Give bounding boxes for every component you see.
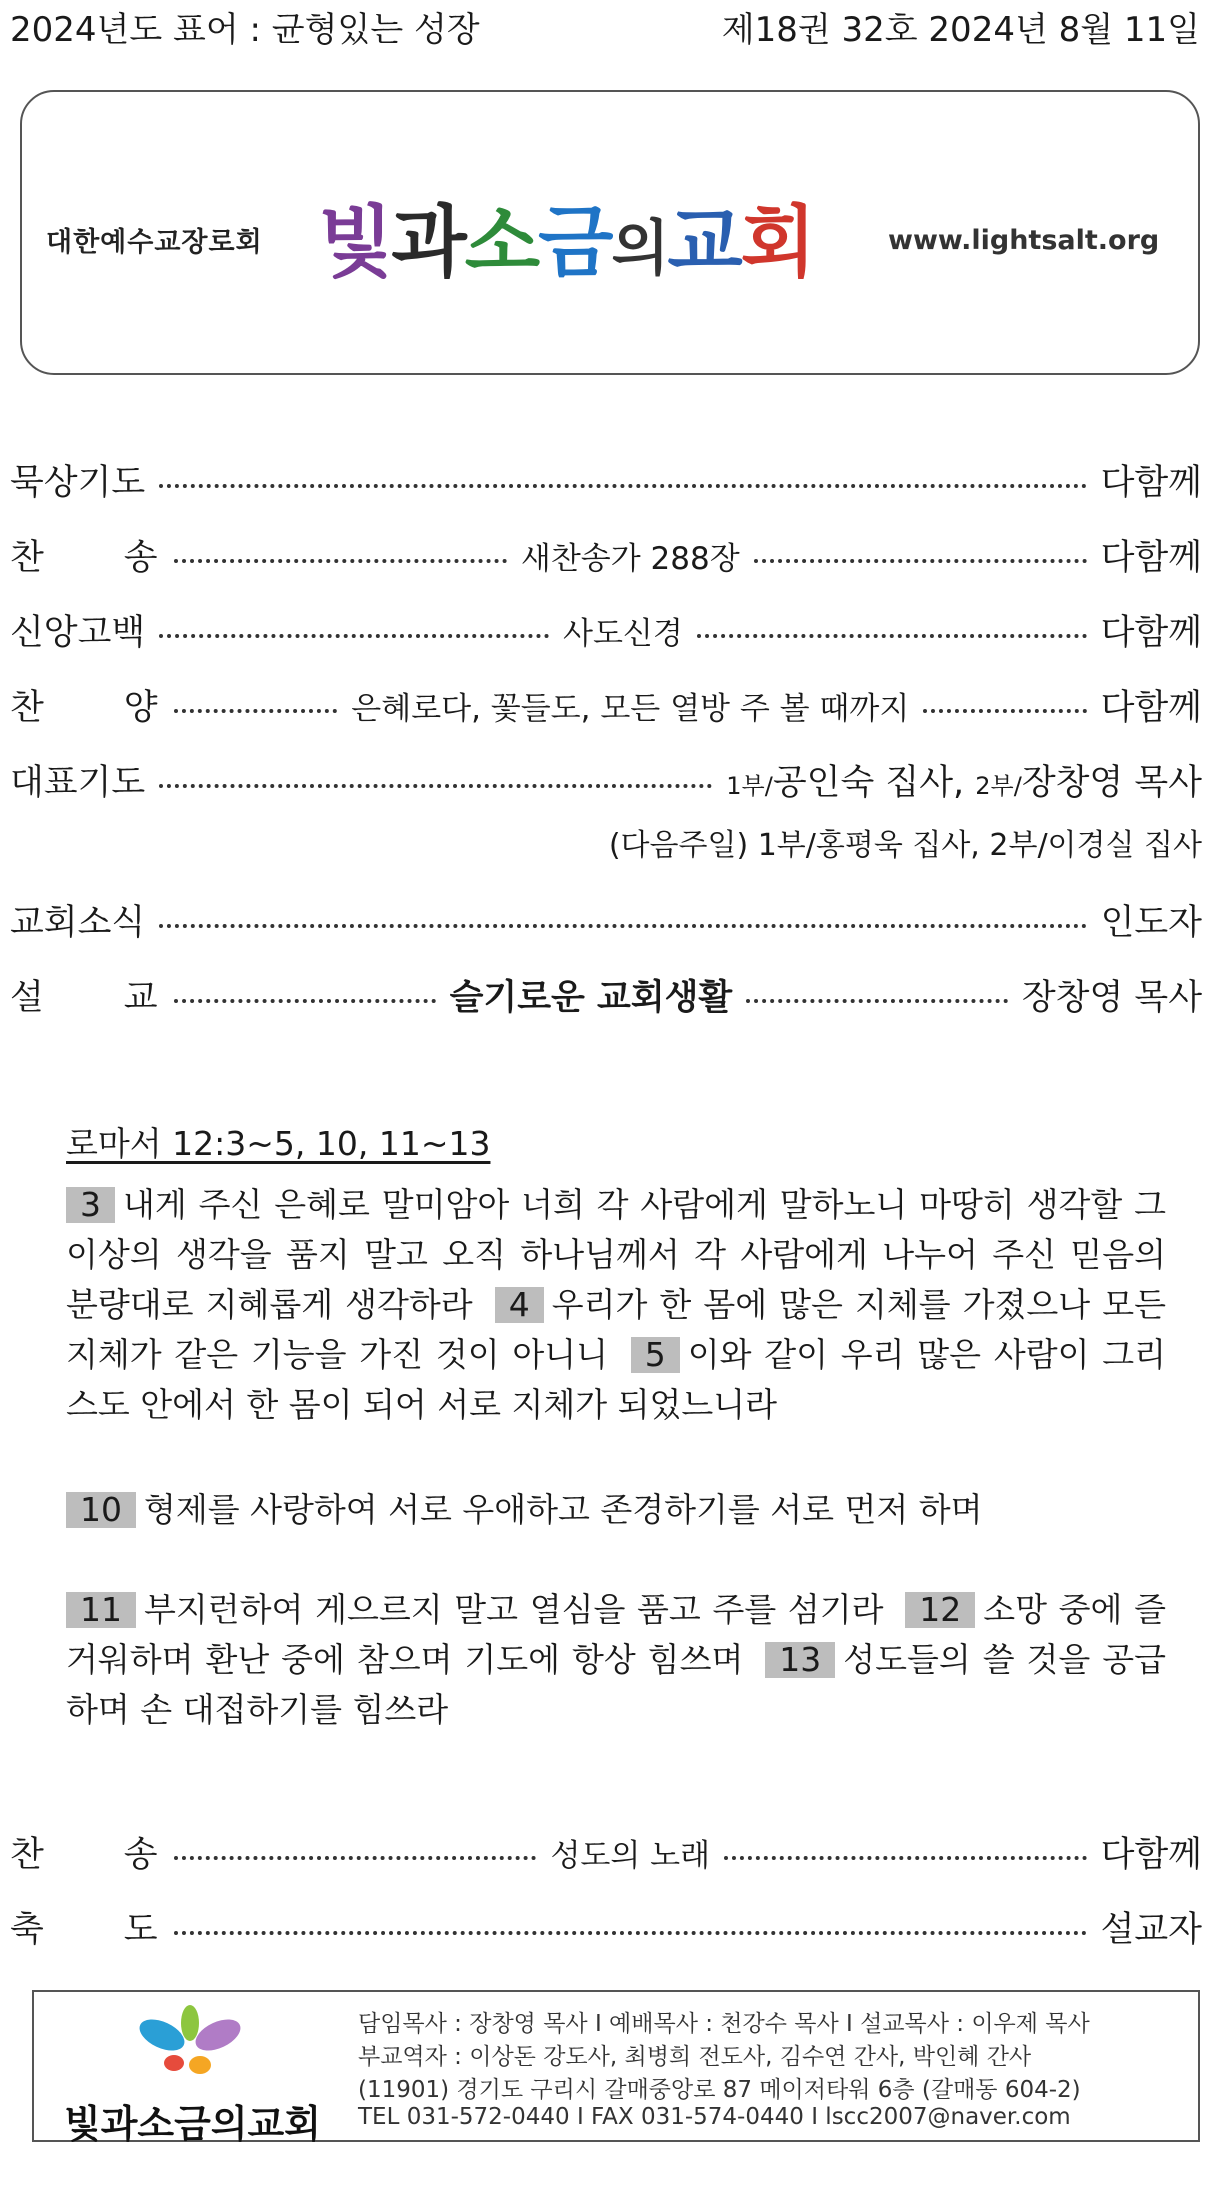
website: www.lightsalt.org bbox=[888, 225, 1160, 256]
verse-number: 10 bbox=[66, 1492, 136, 1528]
order-label: 교회소식 bbox=[10, 903, 146, 943]
flower-logo-icon bbox=[130, 2005, 250, 2105]
order-row-hymn bbox=[10, 525, 1202, 585]
verse-text: 우리가 한 몸에 많은 지체를 가졌으나 모든 지체가 같은 기능을 가진 것이 아니니 bbox=[66, 1285, 1166, 1374]
verse-number: 3 bbox=[66, 1187, 115, 1223]
dot-leader bbox=[697, 634, 1087, 638]
sermon-title: 슬기로운 교회생활 bbox=[449, 978, 733, 1018]
order-leader: 다함께 bbox=[1100, 1835, 1202, 1875]
pastor-info: 담임목사 : 장창영 목사 I 예배목사 : 천강수 목사 I 설교목사 : 이우제 목사 bbox=[358, 2011, 1090, 2037]
prayer-leader-2: 장창영 목사 bbox=[1021, 763, 1202, 803]
dot-leader bbox=[174, 709, 337, 713]
contact-info: TEL 031-572-0440 I FAX 031-574-0440 I lscc2007@naver.com bbox=[358, 2104, 1071, 2130]
order-row-representative-prayer bbox=[10, 750, 1202, 810]
dot-leader bbox=[174, 999, 436, 1003]
service-part: 2부/ bbox=[975, 772, 1022, 800]
verse-text: 부지런하여 게으르지 말고 열심을 품고 주를 섬기라 bbox=[144, 1590, 884, 1629]
dot-leader bbox=[754, 559, 1087, 563]
dot-leader bbox=[174, 559, 507, 563]
order-label: 묵상기도 bbox=[10, 463, 146, 503]
logo-char: 교 bbox=[667, 197, 741, 288]
order-leader: 다함께 bbox=[1100, 463, 1202, 503]
order-label-text: 축도 bbox=[10, 1910, 238, 1950]
address-info: (11901) 경기도 구리시 갈매중앙로 87 메이저타워 6층 (갈매동 604-2) bbox=[358, 2077, 1081, 2103]
logo-char: 과 bbox=[391, 197, 465, 288]
order-row-praise bbox=[10, 675, 1202, 735]
order-item: 새찬송가 288장 bbox=[520, 540, 740, 577]
service-part: 1부/ bbox=[726, 772, 773, 800]
order-row-news bbox=[10, 890, 1202, 950]
order-leader bbox=[726, 755, 1202, 805]
scripture-reference: 로마서 12:3~5, 10, 11~13 bbox=[66, 1124, 491, 1163]
prayer-leader-1: 공인숙 집사, bbox=[772, 763, 976, 803]
order-item: 사도신경 bbox=[563, 615, 683, 652]
order-row-sermon bbox=[10, 965, 1202, 1025]
next-week-prayer: (다음주일) 1부/홍평욱 집사, 2부/이경실 집사 bbox=[608, 828, 1202, 863]
logo-char: 회 bbox=[740, 197, 815, 288]
scripture-paragraph bbox=[66, 1585, 1166, 1735]
order-label-text: 설교 bbox=[10, 978, 238, 1018]
order-row-closing-hymn bbox=[10, 1822, 1202, 1882]
annual-motto: 2024년도 표어 : 균형있는 성장 bbox=[10, 10, 480, 50]
verse-number: 4 bbox=[495, 1287, 544, 1323]
verse-text: 성도들의 쓸 것을 공급하며 손 대접하기를 힘쓰라 bbox=[66, 1640, 1167, 1729]
dot-leader bbox=[159, 484, 1086, 488]
order-leader: 다함께 bbox=[1100, 538, 1203, 578]
order-item: 은혜로다, 꽃들도, 모든 열방 주 볼 때까지 bbox=[351, 690, 910, 727]
dot-leader bbox=[724, 1856, 1086, 1860]
scripture-paragraph bbox=[66, 1485, 1166, 1535]
order-label: 대표기도 bbox=[10, 763, 146, 803]
order-leader: 다함께 bbox=[1100, 613, 1203, 653]
dot-leader bbox=[174, 1931, 1087, 1935]
order-label bbox=[10, 530, 238, 580]
order-row-benediction bbox=[10, 1897, 1202, 1957]
church-logo bbox=[318, 180, 814, 292]
order-label-text: 찬송 bbox=[10, 538, 238, 578]
order-label bbox=[10, 1827, 238, 1877]
staff-info: 부교역자 : 이상돈 강도사, 최병희 전도사, 김수연 간사, 박인혜 간사 bbox=[358, 2044, 1032, 2070]
order-label bbox=[10, 680, 238, 730]
verse-text: 이와 같이 우리 많은 사람이 그리스도 안에서 한 몸이 되어 서로 지체가 되었느니라 bbox=[66, 1335, 1166, 1424]
logo-char: 금 bbox=[538, 197, 612, 288]
order-row-creed bbox=[10, 600, 1202, 660]
denomination: 대한예수교장로회 bbox=[46, 227, 263, 258]
verse-text: 형제를 사랑하여 서로 우애하고 존경하기를 서로 먼저 하며 bbox=[144, 1490, 983, 1529]
logo-char: 소 bbox=[464, 197, 539, 288]
order-label: 신앙고백 bbox=[10, 613, 146, 653]
order-label-text: 찬양 bbox=[10, 688, 238, 728]
verse-number: 13 bbox=[765, 1642, 835, 1678]
verse-number: 12 bbox=[905, 1592, 975, 1628]
dot-leader bbox=[746, 999, 1008, 1003]
issue-info: 제18권 32호 2024년 8월 11일 bbox=[721, 10, 1200, 50]
order-leader: 인도자 bbox=[1100, 903, 1202, 943]
verse-text: 소망 중에 즐거워하며 환난 중에 참으며 기도에 항상 힘쓰며 bbox=[66, 1590, 1166, 1679]
order-leader: 설교자 bbox=[1100, 1910, 1202, 1950]
order-label-text: 찬송 bbox=[10, 1835, 238, 1875]
dot-leader bbox=[159, 784, 712, 788]
footer-church-logo: 빛과소금의교회 bbox=[64, 2101, 321, 2146]
dot-leader bbox=[174, 1856, 536, 1860]
dot-leader bbox=[923, 709, 1086, 713]
order-label bbox=[10, 1902, 238, 1952]
order-leader: 장창영 목사 bbox=[1021, 978, 1203, 1018]
verse-number: 5 bbox=[631, 1337, 680, 1373]
verse-text: 내게 주신 은혜로 말미암아 너희 각 사람에게 말하노니 마땅히 생각할 그 이상의 생각을 품지 말고 오직 하나님께서 각 사람에게 나누어 주신 믿음의 분량대로 지혜롭게 생각하라 bbox=[66, 1185, 1166, 1324]
order-leader: 다함께 bbox=[1100, 688, 1202, 728]
order-label bbox=[10, 970, 238, 1020]
dot-leader bbox=[159, 634, 549, 638]
verse-number: 11 bbox=[66, 1592, 136, 1628]
order-item: 성도의 노래 bbox=[550, 1837, 711, 1874]
order-row-silent-prayer bbox=[10, 450, 1202, 510]
logo-char: 의 bbox=[611, 214, 668, 284]
dot-leader bbox=[159, 924, 1086, 928]
logo-char: 빛 bbox=[318, 197, 392, 288]
scripture-paragraph bbox=[66, 1180, 1166, 1430]
